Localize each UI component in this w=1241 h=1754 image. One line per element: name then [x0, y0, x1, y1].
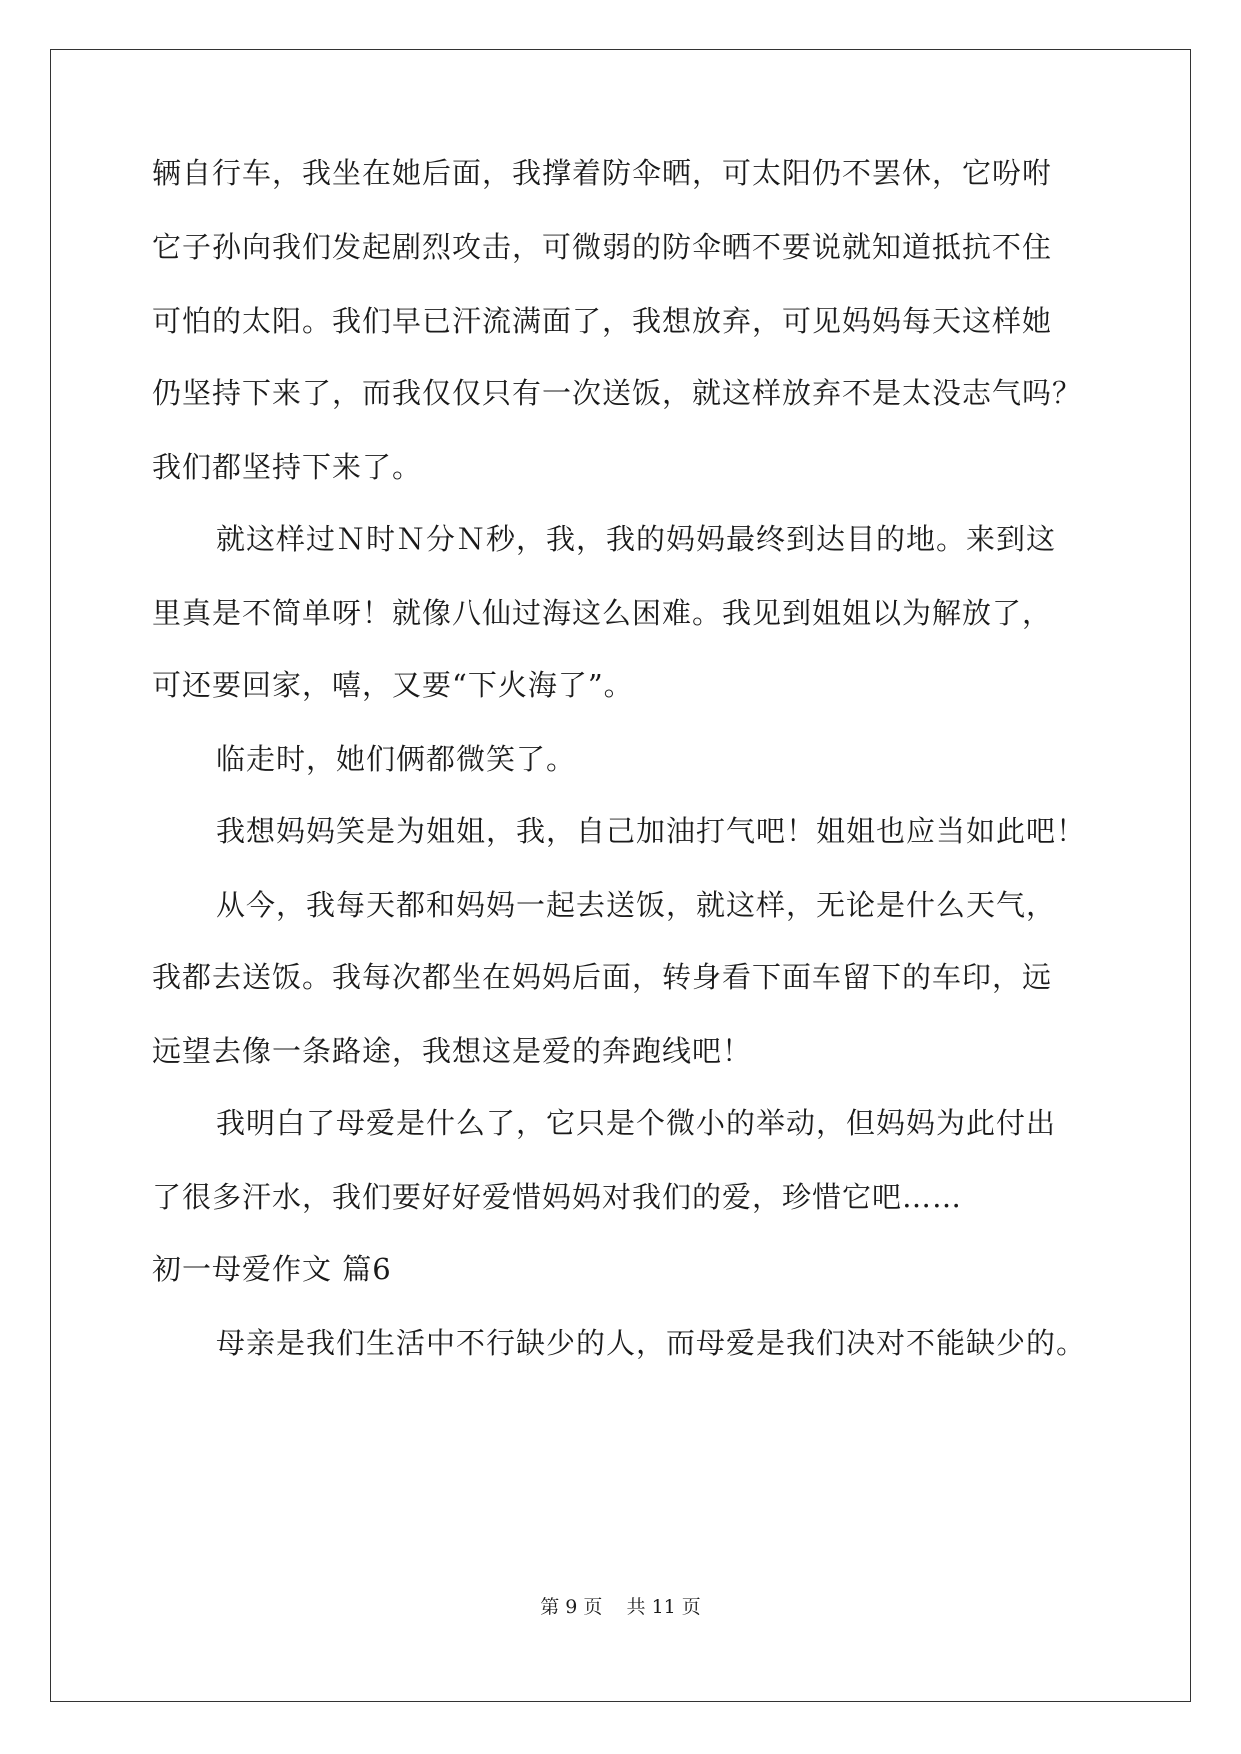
body-line: 母亲是我们生活中不行缺少的人，而母爱是我们决对不能缺少的。 — [216, 1326, 1087, 1360]
section-heading: 初一母爱作文 篇6 — [152, 1252, 392, 1286]
page-border — [50, 49, 1191, 1702]
body-line: 仍坚持下来了，而我仅仅只有一次送饭，就这样放弃不是太没志气吗？ — [152, 376, 1083, 410]
body-line: 可怕的太阳。我们早已汗流满面了，我想放弃，可见妈妈每天这样她 — [152, 304, 1053, 338]
body-line: 远望去像一条路途，我想这是爱的奔跑线吧！ — [152, 1034, 753, 1068]
body-line: 我明白了母爱是什么了，它只是个微小的举动，但妈妈为此付出 — [216, 1106, 1057, 1140]
body-line: 从今，我每天都和妈妈一起去送饭，就这样，无论是什么天气， — [216, 888, 1057, 922]
body-line: 它子孙向我们发起剧烈攻击，可微弱的防伞晒不要说就知道抵抗不住 — [152, 230, 1053, 264]
page-number-footer: 第 9 页 共 11 页 — [540, 1596, 701, 1618]
body-line: 就这样过Ｎ时Ｎ分Ｎ秒，我，我的妈妈最终到达目的地。来到这 — [216, 522, 1057, 556]
body-line: 了很多汗水，我们要好好爱惜妈妈对我们的爱，珍惜它吧…… — [152, 1180, 963, 1214]
body-line: 里真是不简单呀！就像八仙过海这么困难。我见到姐姐以为解放了， — [152, 596, 1053, 630]
body-line: 我们都坚持下来了。 — [152, 450, 423, 484]
body-line: 辆自行车，我坐在她后面，我撑着防伞晒，可太阳仍不罢休，它吩咐 — [152, 156, 1053, 190]
body-line: 我都去送饭。我每次都坐在妈妈后面，转身看下面车留下的车印，远 — [152, 960, 1053, 994]
body-line: 临走时，她们俩都微笑了。 — [216, 742, 577, 776]
body-line: 我想妈妈笑是为姐姐，我，自己加油打气吧！姐姐也应当如此吧！ — [216, 814, 1087, 848]
body-line: 可还要回家，嘻，又要“下火海了”。 — [152, 668, 634, 702]
